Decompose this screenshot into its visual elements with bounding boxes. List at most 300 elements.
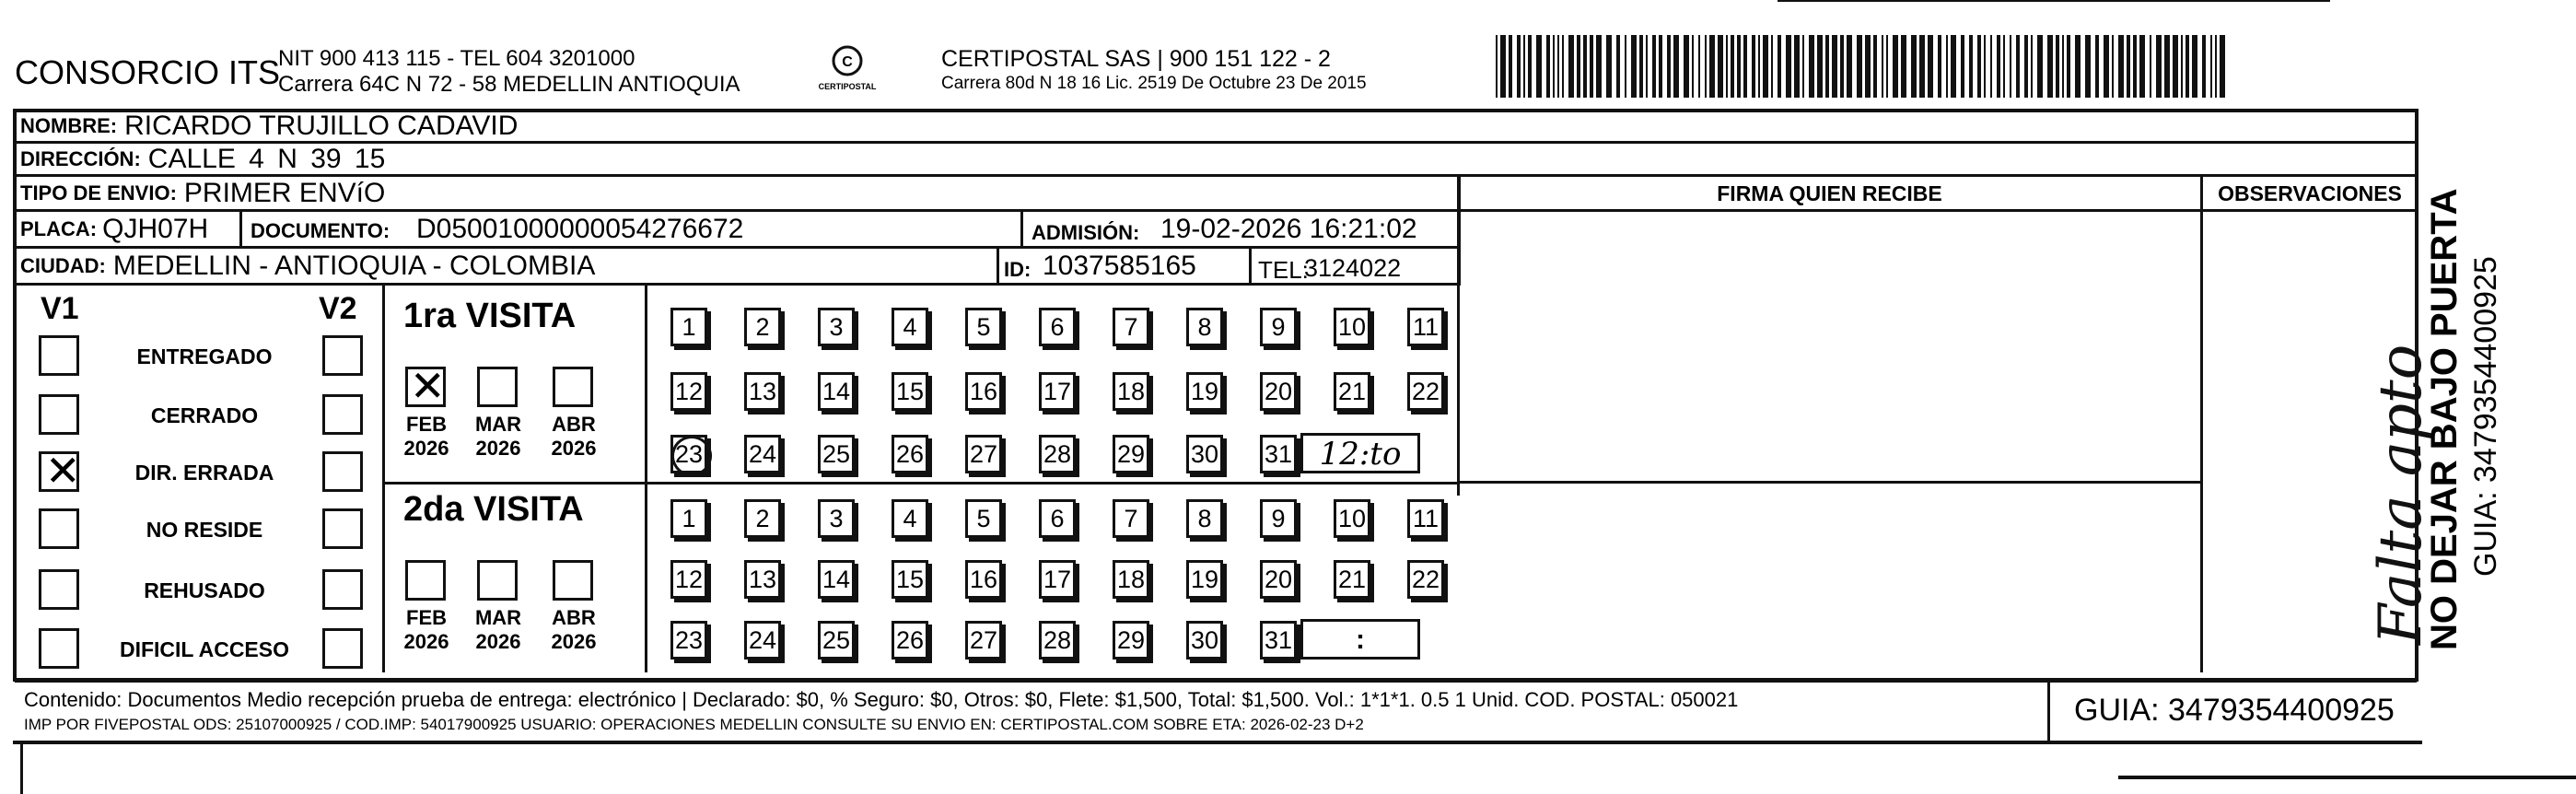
day-box[interactable] (1186, 621, 1223, 660)
barcode-bar (1652, 35, 1656, 98)
barcode-bar (1517, 35, 1521, 98)
day-box[interactable] (892, 560, 928, 599)
day-box[interactable] (1039, 499, 1076, 538)
day-box[interactable] (1407, 499, 1444, 538)
day-number: 30 (1190, 625, 1219, 654)
barcode-bar (2024, 35, 2028, 98)
status-option-label: REHUSADO (144, 578, 265, 602)
no-dejar-text: NO DEJAR BAJO PUERTA (2424, 188, 2465, 650)
barcode-bar (2202, 35, 2206, 98)
barcode-bar (1786, 35, 1791, 98)
day-box[interactable] (670, 435, 707, 473)
tel-label: TEL: (1258, 256, 1309, 284)
day-number: 26 (895, 625, 925, 654)
month-checkbox[interactable] (553, 367, 593, 407)
day-number: 10 (1337, 312, 1367, 341)
day-box[interactable] (1260, 621, 1297, 660)
barcode-bar (1817, 35, 1823, 98)
logo-icon (827, 44, 868, 81)
barcode-bar (1847, 35, 1852, 98)
barcode-bar (1893, 35, 1898, 98)
day-number: 6 (1050, 312, 1065, 341)
barcode-bar (2003, 35, 2005, 98)
day-number: 20 (1264, 565, 1293, 593)
barcode-bar (1771, 35, 1773, 98)
barcode-bar (1631, 35, 1637, 98)
barcode-bar (1857, 35, 1862, 98)
day-number: 21 (1337, 377, 1367, 405)
visit-divider (645, 286, 647, 672)
barcode-bar (2215, 35, 2217, 98)
day-box[interactable] (670, 499, 707, 538)
barcode-bar (1577, 35, 1580, 98)
barcode-bar (2037, 35, 2043, 98)
day-box[interactable] (892, 308, 928, 346)
barcode (1496, 35, 2225, 98)
day-box[interactable] (744, 372, 781, 411)
v2-checkbox[interactable] (322, 508, 363, 549)
day-number: 16 (969, 565, 998, 593)
check-mark-icon: ✕ (45, 446, 81, 496)
barcode-bar (2112, 35, 2114, 98)
day-box[interactable] (1260, 308, 1297, 346)
barcode-bar (1809, 35, 1814, 98)
day-box[interactable] (1113, 499, 1149, 538)
barcode-bar (1568, 35, 1574, 98)
barcode-bar (1758, 35, 1760, 98)
barcode-bar (1763, 35, 1768, 98)
status-option-label: NO RESIDE (146, 518, 263, 542)
month-checkbox[interactable] (553, 560, 593, 601)
barcode-bar (1606, 35, 1612, 98)
month-label (466, 606, 530, 654)
tipo-label: TIPO DE ENVIO: (20, 181, 177, 204)
check-mark-icon: ✕ (410, 361, 446, 411)
barcode-bar (1990, 35, 1992, 98)
day-number: 10 (1337, 504, 1367, 532)
barcode-bar (1583, 35, 1587, 98)
ciudad-value: MEDELLIN - ANTIOQUIA - COLOMBIA (112, 250, 596, 281)
row-direccion (15, 144, 2417, 177)
day-box[interactable] (1039, 308, 1076, 346)
day-box[interactable] (818, 372, 855, 411)
barcode-bar (1659, 35, 1662, 98)
barcode-bar (2010, 35, 2011, 98)
v2-checkbox[interactable] (322, 451, 363, 492)
day-number: 9 (1271, 312, 1286, 341)
ciudad-label: CIUDAD: (20, 253, 106, 277)
barcode-bar (1673, 35, 1679, 98)
day-number: 2 (755, 504, 770, 532)
barcode-bar (2031, 35, 2033, 98)
day-number: 8 (1197, 312, 1212, 341)
status-option-label: ENTREGADO (136, 344, 273, 368)
day-number: 12 (674, 565, 704, 593)
barcode-bar (1528, 35, 1532, 98)
day-number: 30 (1190, 439, 1219, 468)
day-number: 22 (1411, 377, 1440, 405)
v1-checkbox[interactable] (39, 446, 81, 496)
v1-checkbox[interactable] (39, 569, 79, 610)
barcode-bar (2186, 35, 2189, 98)
day-number: 23 (674, 439, 704, 468)
barcode-bar (2156, 35, 2162, 98)
month-label (542, 606, 606, 654)
observaciones-header: OBSERVACIONES (2203, 177, 2417, 212)
day-number: 13 (748, 565, 777, 593)
visit1-title: 1ra VISITA (403, 297, 577, 335)
day-box[interactable] (1113, 560, 1149, 599)
day-box[interactable] (1334, 499, 1370, 538)
month-checkbox[interactable] (405, 560, 446, 601)
barcode-bar (1778, 35, 1781, 98)
month-year: 2026 (551, 437, 597, 460)
month-label (542, 413, 606, 461)
month-checkbox[interactable] (477, 367, 518, 407)
footer-guia: GUIA: 3479354400925 (2050, 680, 2417, 741)
direccion-label: DIRECCIÓN: (20, 146, 141, 170)
top-edge-line (1778, 0, 2330, 2)
day-number: 22 (1411, 565, 1440, 593)
day-box[interactable] (965, 435, 1002, 473)
day-box[interactable] (818, 499, 855, 538)
v2-checkbox[interactable] (322, 628, 363, 669)
day-number: 29 (1116, 625, 1146, 654)
day-box[interactable] (1407, 308, 1444, 346)
row-ciudad (15, 249, 1461, 286)
day-number: 24 (748, 439, 777, 468)
barcode-bar (1802, 35, 1804, 98)
day-number: 1 (682, 312, 696, 341)
status-option-label: CERRADO (150, 403, 259, 427)
barcode-bar (1951, 35, 1956, 98)
barcode-bar (2118, 35, 2124, 98)
day-box[interactable] (1113, 435, 1149, 473)
month-year: 2026 (475, 630, 521, 653)
day-box[interactable] (1113, 372, 1149, 411)
day-box[interactable] (1260, 435, 1297, 473)
day-box[interactable] (744, 435, 781, 473)
barcode-bar (1718, 35, 1723, 98)
day-number: 15 (895, 565, 925, 593)
barcode-bar (1911, 35, 1917, 98)
day-box[interactable] (1039, 372, 1076, 411)
barcode-bar (2016, 35, 2020, 98)
day-number: 4 (903, 504, 917, 532)
barcode-bar (1500, 35, 1506, 98)
month-name: MAR (474, 606, 522, 629)
day-box[interactable] (1186, 372, 1223, 411)
barcode-bar (1709, 35, 1715, 98)
company-nit: NIT 900 413 115 - TEL 604 3201000 (278, 46, 635, 71)
day-number: 31 (1264, 625, 1293, 654)
day-box[interactable] (1113, 621, 1149, 660)
footer-imp: IMP POR FIVEPOSTAL ODS: 25107000925 / COD.IMP: 54017900925 USUARIO: OPERACIONES MEDELLIN CONSULTE SU ENVIO EN: CERTIPOSTAL.COM SOBRE ETA: 2026-02-23 D+2 (24, 716, 1364, 733)
day-number: 15 (895, 377, 925, 405)
day-number: 26 (895, 439, 925, 468)
barcode-bar (1886, 35, 1888, 98)
day-box[interactable] (1407, 560, 1444, 599)
day-number: 2 (755, 312, 770, 341)
day-box[interactable] (670, 308, 707, 346)
barcode-bar (2062, 35, 2064, 98)
month-label (394, 606, 459, 654)
day-number: 20 (1264, 377, 1293, 405)
barcode-bar (1794, 35, 1800, 98)
barcode-bar (1562, 35, 1564, 98)
nombre-value: RICARDO TRUJILLO CADAVID (124, 110, 519, 141)
partner-line: CERTIPOSTAL SAS | 900 151 122 - 2 (941, 46, 1331, 72)
id-value: 1037585165 (1043, 251, 1196, 281)
day-number: 25 (822, 439, 851, 468)
day-number: 31 (1264, 439, 1293, 468)
day-number: 11 (1412, 504, 1440, 532)
barcode-bar (1984, 35, 1986, 98)
barcode-bar (2127, 35, 2130, 98)
company-address: Carrera 64C N 72 - 58 MEDELLIN ANTIOQUIA (278, 72, 740, 97)
barcode-bar (2210, 35, 2212, 98)
month-label (466, 413, 530, 461)
day-number: 28 (1043, 439, 1072, 468)
barcode-bar (1596, 35, 1602, 98)
placa-label: PLACA: (20, 216, 98, 240)
barcode-bar (2173, 35, 2178, 98)
month-name: ABR (552, 606, 596, 629)
day-box[interactable] (1186, 560, 1223, 599)
barcode-bar (1731, 35, 1734, 98)
day-box[interactable] (818, 435, 855, 473)
barcode-bar (1667, 35, 1671, 98)
day-box[interactable] (965, 372, 1002, 411)
status-option-label: DIFICIL ACCESO (119, 637, 289, 661)
certipostal-logo (810, 44, 884, 91)
tel-value: 3124022 (1304, 254, 1402, 282)
v2-checkbox[interactable] (322, 569, 363, 610)
footer-contenido: Contenido: Documentos Medio recepción prueba de entrega: electrónico | Declarado: $0, % Seguro: $0, Otros: $0, Flete: $1,500, Total: $1,500. Vol.: 1*1*1. 0.5 1 Unid. COD. POSTAL: 050021 (24, 688, 1739, 711)
barcode-bar (1865, 35, 1871, 98)
day-box[interactable] (744, 621, 781, 660)
day-box[interactable] (670, 560, 707, 599)
barcode-bar (1825, 35, 1829, 98)
day-number: 3 (829, 312, 844, 341)
barcode-bar (1752, 35, 1755, 98)
barcode-bar (1646, 35, 1648, 98)
day-box[interactable] (818, 621, 855, 660)
day-number: 27 (969, 625, 998, 654)
barcode-bar (2075, 35, 2081, 98)
day-number: 7 (1124, 504, 1138, 532)
barcode-bar (1536, 35, 1542, 98)
day-box[interactable] (1039, 560, 1076, 599)
day-box[interactable] (1334, 308, 1370, 346)
day-box[interactable] (744, 499, 781, 538)
v1-checkbox[interactable] (39, 394, 79, 435)
day-box[interactable] (1039, 621, 1076, 660)
day-number: 17 (1043, 377, 1072, 405)
barcode-bar (1946, 35, 1948, 98)
month-checkbox[interactable] (477, 560, 518, 601)
day-box[interactable] (1186, 499, 1223, 538)
visit2-title: 2da VISITA (403, 490, 584, 529)
barcode-bar (2067, 35, 2070, 98)
barcode-bar (1726, 35, 1728, 98)
day-box[interactable] (818, 308, 855, 346)
day-box[interactable] (1039, 435, 1076, 473)
barcode-bar (2047, 35, 2053, 98)
day-box[interactable] (965, 308, 1002, 346)
day-number: 1 (682, 504, 696, 532)
v1-checkbox[interactable] (39, 508, 79, 549)
barcode-bar (2104, 35, 2109, 98)
side-guia-text: GUIA: 3479354400925 (2468, 256, 2503, 577)
firma-header: FIRMA QUIEN RECIBE (1459, 177, 2203, 212)
day-box[interactable] (1334, 560, 1370, 599)
barcode-bar (2164, 35, 2170, 98)
barcode-bar (2056, 35, 2059, 98)
barcode-bar (1938, 35, 1941, 98)
month-year: 2026 (551, 630, 597, 653)
month-name: MAR (474, 413, 522, 436)
id-label: ID: (1004, 258, 1032, 281)
month-name: FEB (406, 606, 447, 629)
day-number: 18 (1116, 377, 1146, 405)
day-number: 29 (1116, 439, 1146, 468)
day-box[interactable] (965, 621, 1002, 660)
barcode-bar (1625, 35, 1626, 98)
v2-checkbox[interactable] (322, 394, 363, 435)
tipo-value: PRIMER ENVíO (183, 177, 386, 208)
day-number: 25 (822, 625, 851, 654)
company-name: CONSORCIO ITS (15, 53, 281, 91)
visit2-time-box: : (1300, 619, 1420, 660)
month-name: FEB (406, 413, 447, 436)
bottom-edge-line (2118, 776, 2576, 779)
info-right-divider (1457, 177, 1460, 496)
day-box[interactable] (965, 560, 1002, 599)
day-box[interactable] (744, 308, 781, 346)
admision-label: ADMISIÓN: (1032, 221, 1140, 244)
month-name: ABR (552, 413, 596, 436)
day-box[interactable] (965, 499, 1002, 538)
day-number: 7 (1124, 312, 1138, 341)
day-number: 14 (822, 565, 851, 593)
partner-address: Carrera 80d N 18 16 Lic. 2519 De Octubre 23 De 2015 (941, 74, 1367, 93)
day-number: 12 (674, 377, 704, 405)
visit1-time-box: 12:to (1300, 433, 1420, 473)
day-box[interactable] (892, 372, 928, 411)
barcode-bar (1590, 35, 1593, 98)
row-placa (15, 212, 1461, 249)
day-box[interactable] (1334, 372, 1370, 411)
barcode-bar (1639, 35, 1643, 98)
day-number: 23 (674, 625, 704, 654)
barcode-bar (2085, 35, 2091, 98)
day-box[interactable] (744, 560, 781, 599)
day-number: 21 (1337, 565, 1367, 593)
day-box[interactable] (1260, 372, 1297, 411)
day-number: 6 (1050, 504, 1065, 532)
day-number: 11 (1412, 312, 1440, 341)
day-number: 4 (903, 312, 917, 341)
barcode-bar (1684, 35, 1689, 98)
barcode-bar (1919, 35, 1925, 98)
day-box[interactable] (818, 560, 855, 599)
barcode-bar (1977, 35, 1981, 98)
day-number: 19 (1190, 377, 1219, 405)
barcode-bar (1698, 35, 1700, 98)
barcode-bar (1743, 35, 1747, 98)
month-checkbox[interactable] (405, 361, 446, 411)
day-number: 5 (976, 504, 991, 532)
barcode-bar (1553, 35, 1555, 98)
observaciones-divider (2200, 210, 2203, 672)
footer-bottom-line (13, 741, 2422, 744)
barcode-bar (1546, 35, 1550, 98)
barcode-bar (1873, 35, 1877, 98)
day-number: 3 (829, 504, 844, 532)
barcode-bar (1737, 35, 1741, 98)
barcode-bar (1882, 35, 1883, 98)
v1-label: V1 (41, 291, 79, 326)
svg-text:C: C (842, 54, 853, 70)
barcode-bar (1840, 35, 1844, 98)
left-edge-mark (20, 744, 23, 794)
day-box[interactable] (892, 621, 928, 660)
day-box[interactable] (670, 621, 707, 660)
barcode-bar (1616, 35, 1620, 98)
barcode-bar (1901, 35, 1906, 98)
v1-checkbox[interactable] (39, 628, 79, 669)
nombre-label: NOMBRE: (20, 113, 118, 137)
v2-label: V2 (319, 291, 357, 326)
day-box[interactable] (1186, 308, 1223, 346)
barcode-bar (1557, 35, 1559, 98)
day-number: 9 (1271, 504, 1286, 532)
v1-checkbox[interactable] (39, 335, 79, 376)
barcode-bar (1832, 35, 1837, 98)
day-number: 19 (1190, 565, 1219, 593)
day-box[interactable] (892, 435, 928, 473)
barcode-bar (1928, 35, 1933, 98)
footer-info (15, 680, 2050, 741)
firma-mid-line (1459, 481, 2203, 484)
month-year: 2026 (403, 437, 449, 460)
v2-checkbox[interactable] (322, 335, 363, 376)
day-box[interactable] (1260, 560, 1297, 599)
placa-value: QJH07H (102, 213, 209, 244)
day-box[interactable] (1260, 499, 1297, 538)
day-box[interactable] (1113, 308, 1149, 346)
day-box[interactable] (1186, 435, 1223, 473)
day-box[interactable] (670, 372, 707, 411)
day-box[interactable] (892, 499, 928, 538)
logo-text: CERTIPOSTAL (818, 82, 877, 91)
barcode-bar (2181, 35, 2183, 98)
barcode-bar (1997, 35, 2000, 98)
barcode-bar (1496, 35, 1498, 98)
day-number: 13 (748, 377, 777, 405)
month-label (394, 413, 459, 461)
day-number: 8 (1197, 504, 1212, 532)
barcode-bar (2150, 35, 2151, 98)
documento-value: D05001000000054276672 (416, 214, 744, 244)
day-box[interactable] (1407, 372, 1444, 411)
barcode-bar (2095, 35, 2099, 98)
day-number: 28 (1043, 625, 1072, 654)
barcode-bar (1705, 35, 1707, 98)
day-number: 24 (748, 625, 777, 654)
documento-label: DOCUMENTO: (251, 219, 390, 242)
